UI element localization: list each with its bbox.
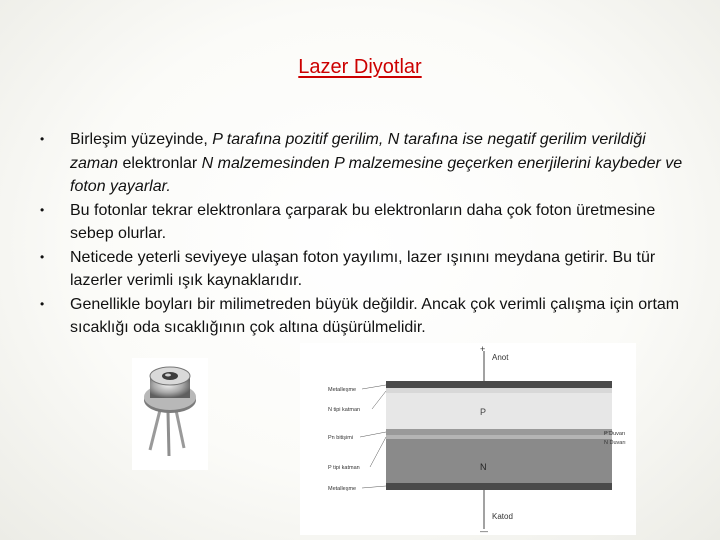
bullet-text-segment: Genellikle boyları bir milimetreden büyük değildir. Ancak çok verimli çalışma için ortam sıcaklığı oda sıcaklığının çok altına düşürülmelidir. <box>70 295 680 336</box>
bottom-metallization-layer <box>386 483 612 490</box>
cathode-minus-sign: — <box>480 527 488 535</box>
bullet-text-segment: Bu fotonlar tekrar elektronlara çarparak bu elektronların daha çok foton üretmesine sebep olurlar. <box>70 201 656 242</box>
n-region-label: N <box>480 462 487 472</box>
anode-plus-sign: + <box>480 344 486 354</box>
bullet-dot-icon: • <box>40 249 45 264</box>
laser-diode-structure-diagram <box>300 343 636 535</box>
label-n-wall: N Duvarı <box>604 440 626 446</box>
bullet-list <box>40 128 690 340</box>
label-metallization-bottom: Metalleşme <box>328 486 357 492</box>
bullet-item <box>40 199 690 246</box>
bullet-text-segment: Neticede yeterli seviyeye ulaşan foton yayılımı, lazer ışınını meydana getirir. Bu tür lazerler verimli ışık kaynaklarıdır. <box>70 248 656 289</box>
label-pn-junction: Pn bitişimi <box>328 435 354 441</box>
bullet-dot-icon: • <box>40 296 45 311</box>
p-region <box>386 393 612 429</box>
laser-diode-package-image <box>132 358 208 470</box>
pn-junction-layer <box>386 429 612 435</box>
bullet-dot-icon: • <box>40 132 45 146</box>
p-region-label: P <box>480 407 487 417</box>
anode-label: Anot <box>492 353 509 362</box>
bullet-item <box>40 128 690 199</box>
label-p-type-layer: P tipi katman <box>328 465 360 471</box>
label-metallization-top: Metalleşme <box>328 387 357 393</box>
label-p-wall: P Duvarı <box>604 431 626 437</box>
bullet-item <box>40 293 690 340</box>
bullet-text-segment: Birleşim yüzeyinde, <box>70 131 213 148</box>
slide-title: Lazer Diyotlar <box>298 56 422 78</box>
n-type-thin-layer <box>386 388 612 393</box>
cathode-label: Katod <box>492 512 513 521</box>
bullet-dot-icon: • <box>40 202 45 217</box>
laser-diode-photo <box>132 358 208 470</box>
bullet-item <box>40 246 690 293</box>
bullet-text-segment: elektronlar <box>118 154 202 172</box>
top-metallization-layer <box>386 381 612 388</box>
bullet-text-segment: N malzemesinden P malzemesine geçerken enerjilerini kaybeder ve foton yayarlar. <box>70 154 683 195</box>
n-region <box>386 439 612 483</box>
bullet-text-segment: P tarafına pozitif gerilim, N tarafına ise negatif gerilim verildiği zaman <box>70 131 646 172</box>
label-n-type-layer: N tipi katman <box>328 407 361 413</box>
